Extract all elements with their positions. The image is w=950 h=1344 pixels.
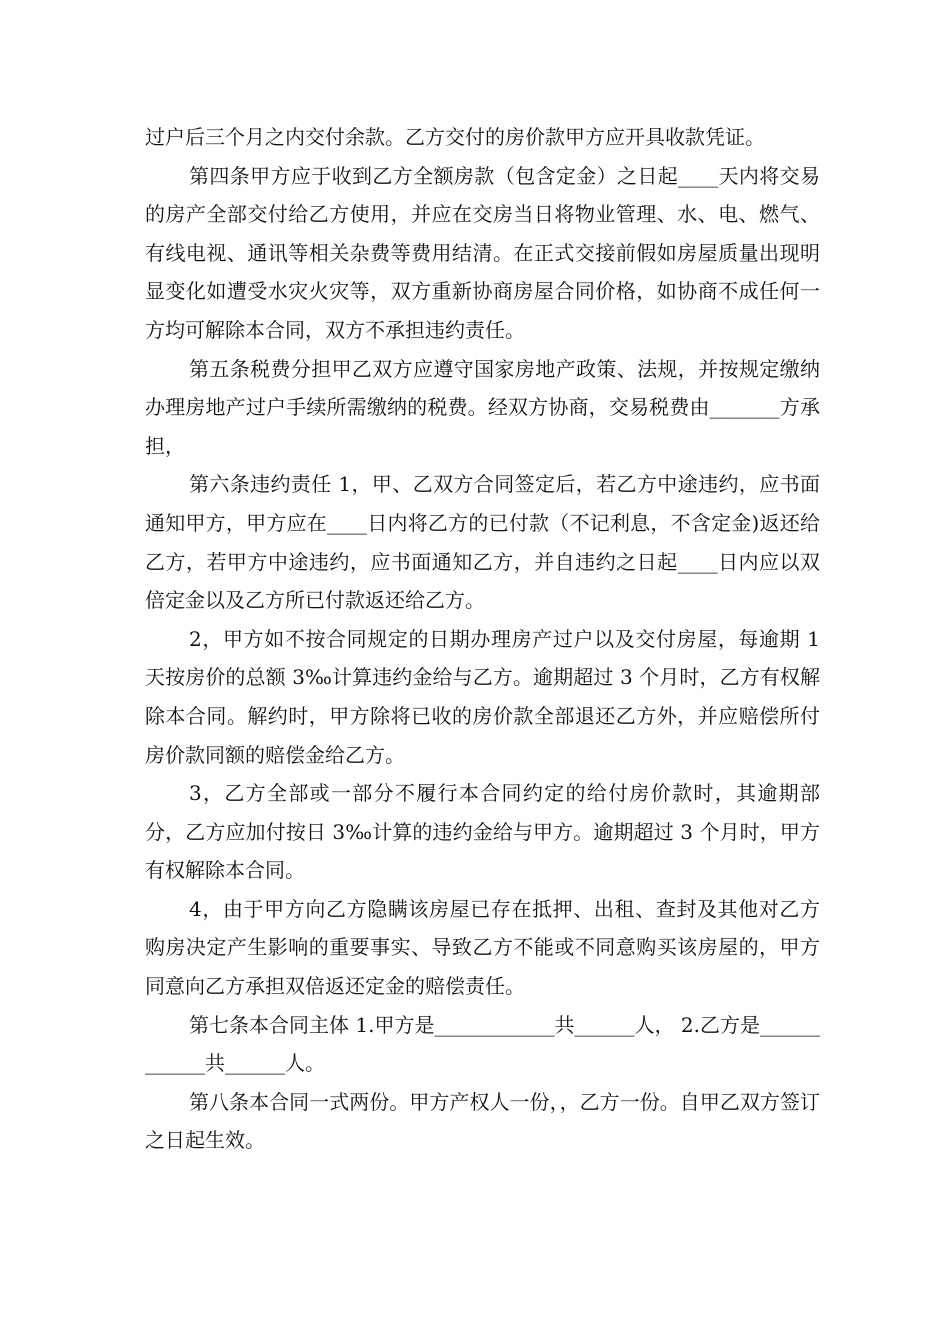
paragraph-article-6-clause-4: 4，由于甲方向乙方隐瞒该房屋已存在抵押、出租、查封及其他对乙方购房决定产生影响的重要事实、导致乙方不能或不同意购买该房屋的，甲方同意向乙方承担双倍返还定金的赔偿责任。 — [145, 896, 820, 999]
paragraph-article-4: 第四条甲方应于收到乙方全额房款（包含定金）之日起____天内将交易的房产全部交付给乙方使用，并应在交房当日将物业管理、水、电、燃气、有线电视、通讯等相关杂费等费用结清。在正式交接前假如房屋质量出现明显变化如遭受水灾火灾等，双方重新协商房屋合同价格，如协商不成任何一方均可解除本合同，双方不承担违约责任。 — [145, 163, 820, 342]
paragraph-article-6-clause-3: 3，乙方全部或一部分不履行本合同约定的给付房价款时，其逾期部分，乙方应加付按日 3‰计算的违约金给与甲方。逾期超过 3 个月时，甲方有权解除本合同。 — [145, 781, 820, 883]
document-body — [145, 118, 820, 1160]
paragraph-payment-balance: 过户后三个月之内交付余款。乙方交付的房价款甲方应开具收款凭证。 — [145, 125, 765, 149]
paragraph-article-8: 第八条本合同一式两份。甲方产权人一份，，乙方一份。自甲乙双方签订之日起生效。 — [145, 1089, 820, 1153]
paragraph-article-5: 第五条税费分担甲乙双方应遵守国家房地产政策、法规，并按规定缴纳办理房地产过户手续所需缴纳的税费。经双方协商，交易税费由_______方承担， — [145, 356, 820, 458]
paragraph-article-6-clause-2: 2，甲方如不按合同规定的日期办理房产过户以及交付房屋，每逾期 1 天按房价的总额 3‰计算违约金给与乙方。逾期超过 3 个月时，乙方有权解除本合同。解约时，甲方除将已收的房价款全部退还乙方外，并应赔偿所付房价款同额的赔偿金给乙方。 — [145, 626, 820, 767]
paragraph-article-6-clause-1: 第六条违约责任 1，甲、乙双方合同签定后，若乙方中途违约，应书面通知甲方，甲方应在____日内将乙方的已付款（不记利息，不含定金)返还给乙方，若甲方中途违约，应书面通知乙方，并自违约之日起____日内应以双倍定金以及乙方所已付款返还给乙方。 — [145, 472, 820, 613]
paragraph-article-7: 第七条本合同主体 1.甲方是____________共______人， 2.乙方是____________共______人。 — [145, 1012, 820, 1076]
